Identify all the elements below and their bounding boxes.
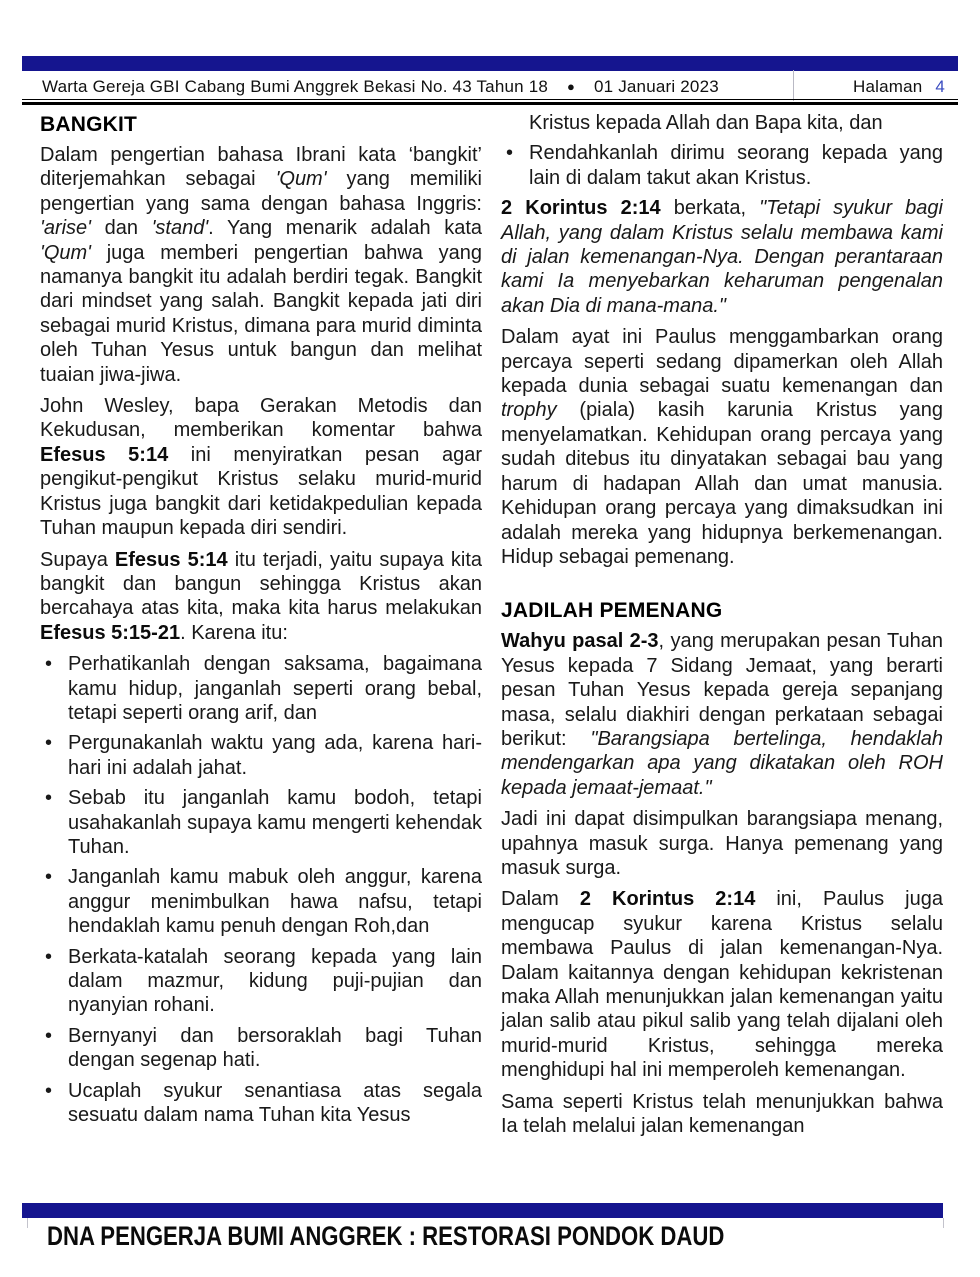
bullet-marker-icon: • [45,787,53,810]
bullet-item [501,141,943,190]
text-segment: 2 Korintus 2:14 [579,888,756,911]
text-segment: Perhatikanlah dengan saksama, bagaimana kamu hidup, janganlah seperti orang bebal, tetapi seperti orang arif, dan [68,653,482,724]
text-segment: , yang merupakan pesan Tuhan Yesus kepada 7 Sidang Jemaat, yang berarti pesan Tuhan Yesus kepada gereja sepanjang masa, selalu diakhiri dengan perkataan sebagai berikut: [501,630,943,750]
left-column [40,111,482,1196]
footer-accent-bar [22,1203,943,1218]
paragraph [501,325,943,569]
bullet-marker-icon: • [506,142,514,165]
text-segment: Pergunakanlah waktu yang ada, karena hari-hari ini adalah jahat. [68,732,482,779]
text-segment: itu terjadi, yaitu supaya kita bangkit dan bangun sehingga Kristus akan bercahaya atas kita, maka kita harus melakukan [40,548,483,620]
text-segment: ini, Paulus juga mengucap syukur karena Kristus selalu membawa Paulus di jalan kemenangan-Nya. Dalam kaitannya dengan kehidupan kekristenan maka Allah menunjukkan jalan kemenangan yaitu jalan salib atau pikul salib yang telah dijalani oleh murid-murid Kristus, sehingga mereka menghidupi hal ini memperoleh kemenangan. [501,888,943,1082]
bullet-text [68,1024,482,1073]
paragraph [501,807,943,880]
text-segment: Sebab itu janganlah kamu bodoh, tetapi usahakanlah supaya kamu mengerti kehendak Tuhan. [68,787,482,858]
text-segment: Efesus 5:14 [114,548,228,571]
text-segment: juga memberi pengertian bahwa yang namanya bangkit itu adalah berdiri tegak. Bangkit dari mindset yang salah. Bangkit kepada jati diri sebagai murid Kristus, dimana para murid diminta oleh Tuhan Yesus untuk bangun dan melihat tuaian jiwa-jiwa. [40,241,482,386]
text-segment: Dalam ayat ini Paulus menggambarkan orang percaya seperti sedang dipamerkan oleh Allah kepada dunia sebagai suatu kemenangan dan [501,326,943,398]
paragraph [40,143,482,387]
bullet-marker-icon: • [45,1079,53,1102]
text-segment: 'stand' [151,217,209,240]
right-column [501,111,943,1196]
bullet-item [40,652,482,725]
text-segment: Dalam [501,888,580,911]
bullet-marker-icon: • [45,945,53,968]
text-segment: Wahyu pasal 2-3 [501,630,659,653]
text-segment: Berkata-katalah seorang kepada yang lain dalam mazmur, kidung puji-pujian dan nyanyian rohani. [68,945,482,1017]
text-segment: Supaya [40,548,115,571]
bullet-item [40,1024,482,1073]
bullet-marker-icon: • [45,732,53,755]
newsletter-title: Warta Gereja GBI Cabang Bumi Anggrek Bekasi No. 43 Tahun 18 [42,77,549,96]
bullet-text [68,865,482,938]
header-cell-divider [793,70,794,101]
bullet-text [68,786,482,859]
paragraph [501,887,943,1082]
page-number-area [853,77,945,97]
bullet-text [68,945,482,1018]
footer-slogan: DNA PENGERJA BUMI ANGGREK : RESTORASI PONDOK DAUD [47,1221,725,1251]
text-segment: 'arise' [40,217,91,240]
text-segment: Efesus 5:14 [40,443,169,466]
text-segment: . Karena itu: [180,621,288,644]
paragraph [40,548,482,646]
text-segment: "Barangsiapa bertelinga, hendaklah mendengarkan apa yang dikatakan oleh ROH kepada jemaat-jemaat." [501,727,943,799]
text-segment: Rendahkanlah dirimu seorang kepada yang lain di dalam takut akan Kristus. [529,142,943,189]
bullet-marker-icon: • [45,653,53,676]
bullet-item [40,1079,482,1128]
section-heading: JADILAH PEMENANG [501,599,723,623]
bullet-separator-icon: ● [566,79,576,94]
text-segment: Kristus kepada Allah dan Bapa kita, dan [529,112,883,134]
text-segment: Efesus 5:15-21 [40,621,181,644]
bullet-continuation [501,111,943,135]
text-segment: Dalam pengertian bahasa Ibrani kata ‘bangkit’ diterjemahkan sebagai [40,144,482,191]
paragraph [501,1090,943,1139]
page-header [22,74,945,100]
text-segment: John Wesley, bapa Gerakan Metodis dan Kekudusan, memberikan komentar bahwa [40,395,482,442]
bullet-text [68,1079,482,1128]
page-footer [47,1221,947,1252]
section-heading: BANGKIT [40,113,138,136]
text-segment: Ucaplah syukur senantiasa atas segala sesuatu dalam nama Tuhan kita Yesus [68,1079,482,1127]
header-rule [22,99,958,106]
text-segment: yang memiliki pengertian yang sama dengan bahasa Inggris: [40,168,483,215]
bullet-text [529,141,943,190]
page-number: 4 [935,77,945,96]
bullet-text [68,652,482,725]
issue-date: 01 Januari 2023 [593,77,719,96]
page-number-label: Halaman [852,77,923,96]
text-segment: berkata, [660,197,760,220]
text-segment: ini menyiratkan pesan agar pengikut-pengikut Kristus selaku murid-murid Kristus juga bangkit dari ketidakpedulian kepada Tuhan maupun kepada diri sendiri. [40,443,482,540]
header-rule-thick-line [22,102,958,105]
text-segment: Jadi ini dapat disimpulkan barangsiapa menang, upahnya masuk surga. Hanya pemenang yang masuk surga. [501,808,943,879]
bullet-marker-icon: • [45,866,53,889]
newsletter-masthead [22,77,719,97]
text-segment: . Yang menarik adalah kata [208,217,483,240]
paragraph [501,629,943,800]
bullet-item [40,731,482,780]
text-segment: 2 Korintus 2:14 [501,197,661,220]
text-segment: trophy [501,399,557,422]
text-segment: 'Qum' [40,241,91,264]
text-segment: dan [91,217,152,240]
paragraph [40,394,482,540]
bullet-item [40,945,482,1018]
text-segment: Janganlah kamu mabuk oleh anggur, karena anggur menimbulkan hawa nafsu, tetapi hendaklah kamu penuh dengan Roh,dan [68,866,482,938]
text-segment: 'Qum' [275,168,327,191]
text-segment: "Tetapi syukur bagi Allah, yang dalam Kristus selalu membawa kami di jalan kemenangan-Nya. Dengan perantaraan kami Ia menyebarkan keharuman pengenalan akan Dia di mana-mana." [501,197,943,317]
text-segment: (piala) kasih karunia Kristus yang menyelamatkan. Kehidupan orang percaya yang sudah ditebus itu dinyatakan sebagai bau yang harum di hadapan Allah dan umat manusia. Kehidupan orang percaya yang dimaksudkan ini adalah mereka yang hidupnya berkemenangan. Hidup sebagai pemenang. [501,399,943,568]
bullet-marker-icon: • [45,1024,53,1047]
text-segment: Sama seperti Kristus telah menunjukkan bahwa Ia telah melalui jalan kemenangan [501,1090,943,1138]
footer-table-tick-left [27,1218,28,1228]
bullet-item [40,865,482,938]
bullet-text [529,111,943,135]
bullet-item [40,786,482,859]
article-content [40,111,943,1196]
header-accent-bar [22,56,958,71]
paragraph [501,196,943,318]
text-segment: Bernyanyi dan bersoraklah bagi Tuhan dengan segenap hati. [68,1024,482,1072]
bullet-text [68,731,482,780]
